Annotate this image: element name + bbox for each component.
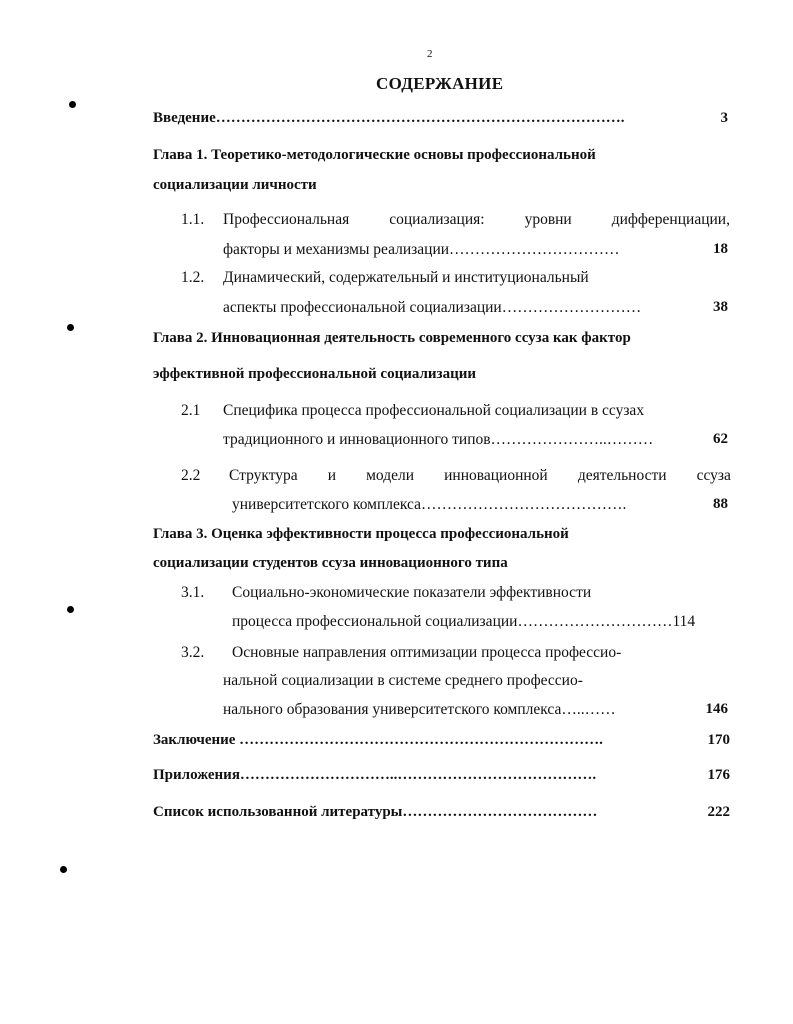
toc-section-number: 1.2. xyxy=(181,269,205,286)
toc-section-1-2-line2: аспекты профессиональной социализации……………………… xyxy=(223,299,642,316)
toc-section-2-2-line1 xyxy=(229,467,731,485)
toc-section-1-1-page: 18 xyxy=(713,241,728,257)
toc-section-1-1-line1 xyxy=(223,211,730,229)
page-title: СОДЕРЖАНИЕ xyxy=(376,74,504,93)
toc-chapter1-line2: социализации личности xyxy=(153,177,317,193)
binder-hole xyxy=(69,101,76,108)
toc-chapter3-line1: Глава 3. Оценка эффективности процесса профессиональной xyxy=(153,526,569,542)
word: Структура xyxy=(229,467,298,484)
toc-section-number: 2.2 xyxy=(181,467,201,484)
toc-conclusion: Заключение ………………………………………………………………. xyxy=(153,732,603,748)
toc-section-1-1-line2: факторы и механизмы реализации…………………………… xyxy=(223,241,620,258)
toc-section-3-2-line3: нального образования университетского комплекса…..…… xyxy=(223,701,616,718)
toc-section-number: 1.1. xyxy=(181,211,205,228)
word: модели xyxy=(366,467,415,484)
toc-conclusion-page: 170 xyxy=(707,732,730,748)
toc-section-number: 3.1. xyxy=(181,584,205,601)
toc-chapter1-line1: Глава 1. Теоретико-методологические основы профессиональной xyxy=(153,147,596,163)
toc-section-3-2-line1: Основные направления оптимизации процесса профессио- xyxy=(232,644,622,661)
toc-chapter2-line1: Глава 2. Инновационная деятельность современного ссуза как фактор xyxy=(153,330,631,346)
toc-references-page: 222 xyxy=(707,804,730,820)
word: уровни xyxy=(524,211,572,228)
toc-section-3-1-line1: Социально-экономические показатели эффективности xyxy=(232,584,592,601)
toc-chapter2-line2: эффективной профессиональной социализации xyxy=(153,366,477,382)
toc-section-3-2-page: 146 xyxy=(705,701,728,717)
toc-intro: Введение………………………………………………………………………. xyxy=(153,110,625,126)
toc-references: Список использованной литературы………………………………… xyxy=(153,804,598,820)
word: инновационной xyxy=(444,467,548,484)
toc-section-2-2-page: 88 xyxy=(713,496,728,512)
toc-section-2-1-page: 62 xyxy=(713,431,728,447)
binder-hole xyxy=(67,606,74,613)
word: социализация: xyxy=(389,211,485,228)
page-number: 2 xyxy=(427,48,433,60)
toc-section-3-1-line2: процесса профессиональной социализации…………………………114 xyxy=(232,613,696,630)
binder-hole xyxy=(60,866,67,873)
toc-section-2-1-line2: традиционного и инновационного типов…………………..……… xyxy=(223,431,654,448)
binder-hole xyxy=(67,324,74,331)
toc-section-2-2-line2: университетского комплекса…………………………………. xyxy=(232,496,627,513)
toc-section-number: 2.1 xyxy=(181,402,201,419)
toc-intro-page: 3 xyxy=(720,110,728,126)
toc-section-number: 3.2. xyxy=(181,644,205,661)
toc-appendix-page: 176 xyxy=(707,767,730,783)
toc-section-3-2-line2: нальной социализации в системе среднего профессио- xyxy=(223,672,583,689)
word: и xyxy=(327,467,337,484)
toc-chapter3-line2: социализации студентов ссуза инновационного типа xyxy=(153,555,508,571)
word: ссуза xyxy=(696,467,731,484)
toc-section-1-2-line1: Динамический, содержательный и институциональный xyxy=(223,269,589,286)
word: деятельности xyxy=(577,467,667,484)
toc-section-2-1-line1: Специфика процесса профессиональной социализации в ссузах xyxy=(223,402,645,419)
word: дифференциации, xyxy=(611,211,730,228)
toc-appendix: Приложения…………………………..…………………………………. xyxy=(153,767,597,783)
toc-section-1-2-page: 38 xyxy=(713,299,728,315)
word: Профессиональная xyxy=(223,211,350,228)
